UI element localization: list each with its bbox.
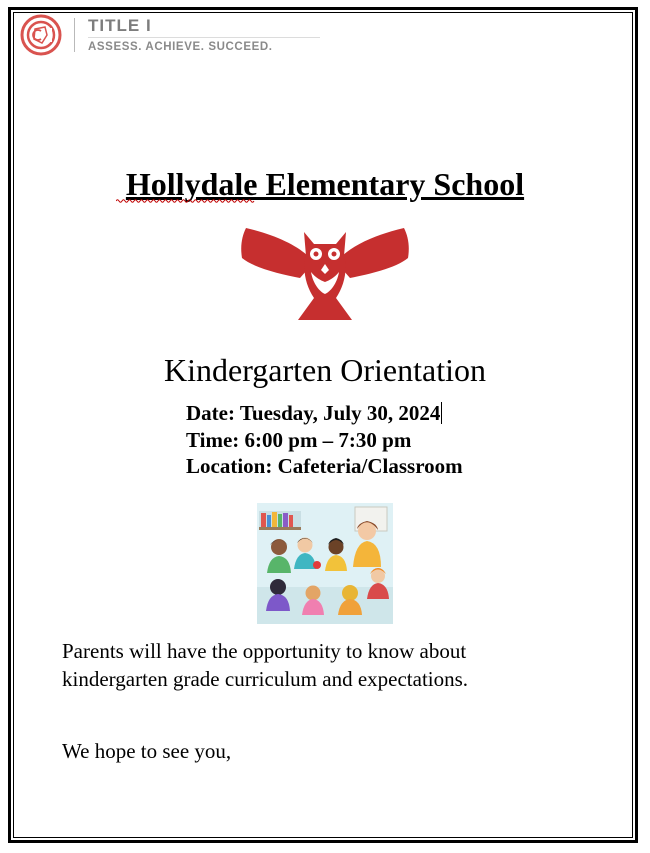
event-location: Location: Cafeteria/Classroom [186, 454, 463, 478]
spellcheck-underline [116, 198, 256, 203]
text-cursor [441, 402, 442, 424]
school-name-heading: Hollydale Elementary School [125, 166, 525, 202]
title-one-logo [20, 14, 320, 58]
body-paragraph: Parents will have the opportunity to know about kindergarten grade curriculum and expectations. [62, 639, 469, 691]
logo-divider [74, 18, 75, 52]
logo-tagline: ASSESS. ACHIEVE. SUCCEED. [88, 41, 273, 53]
title-one-seal-icon [20, 14, 62, 56]
owl-mascot-icon [240, 222, 410, 326]
event-time: Time: 6:00 pm – 7:30 pm [186, 427, 412, 452]
event-title: Kindergarten Orientation [164, 352, 486, 388]
closing-line: We hope to see you, [62, 739, 232, 763]
logo-title: TITLE I [88, 16, 152, 35]
classroom-children-illustration [257, 503, 393, 624]
event-details [186, 400, 463, 480]
event-date: Date: Tuesday, July 30, 2024 [186, 401, 441, 425]
logo-rule [88, 37, 320, 38]
